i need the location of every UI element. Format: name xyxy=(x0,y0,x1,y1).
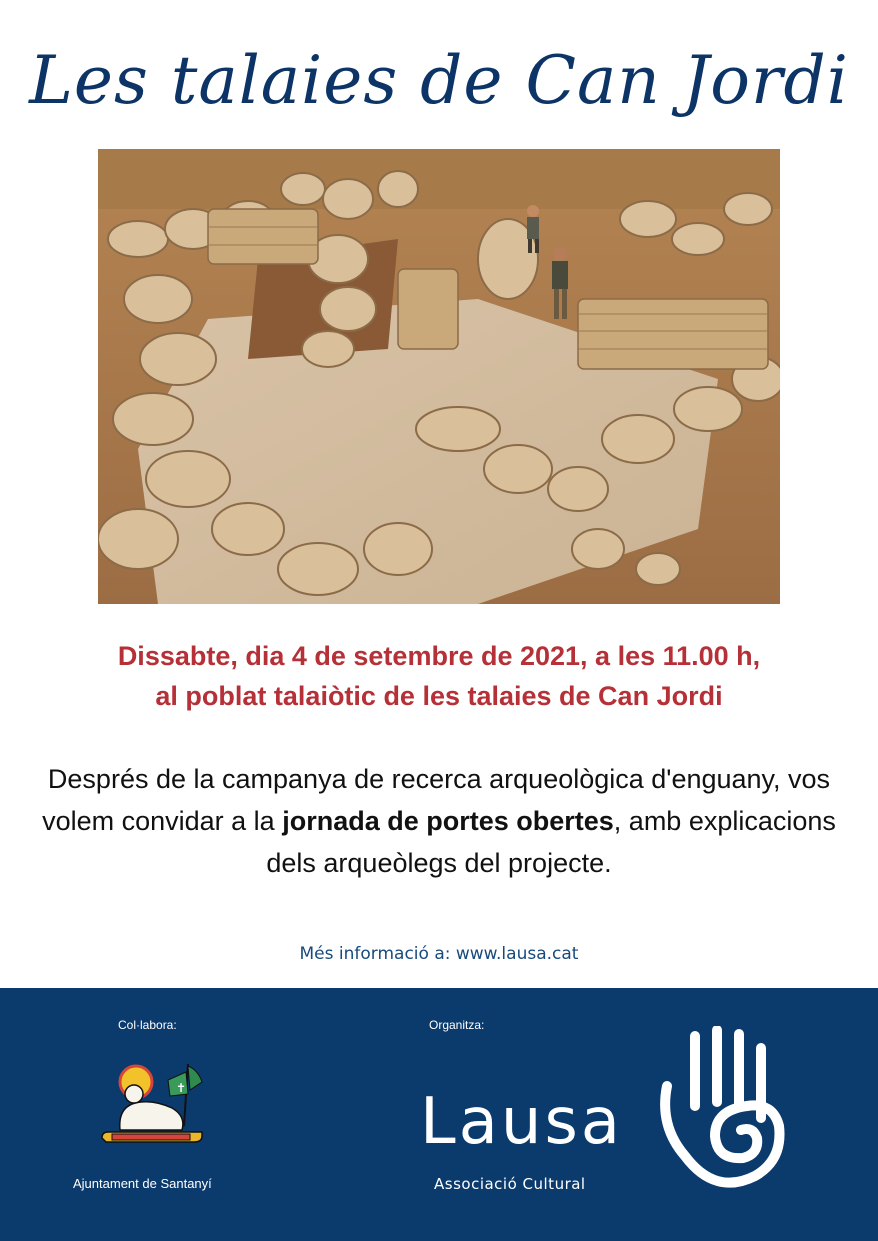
event-description xyxy=(40,758,838,884)
event-date-location xyxy=(0,636,878,716)
excavation-photo xyxy=(98,149,780,604)
santanyi-crest-icon xyxy=(98,1060,204,1154)
archaeological-excavation-photo-icon xyxy=(98,149,780,604)
organizes-label: Organitza: xyxy=(429,1018,485,1032)
more-info-link[interactable]: Més informació a: www.lausa.cat xyxy=(299,944,579,964)
council-name: Ajuntament de Santanyí xyxy=(73,1176,212,1191)
poster-title: Les talaies de Can Jordi xyxy=(29,42,849,119)
description-text-2: , amb explicacions dels arqueòlegs del projecte. xyxy=(266,806,836,878)
hand-spiral-logo-icon xyxy=(655,1026,795,1206)
organization-subtitle: Associació Cultural xyxy=(434,1175,586,1193)
event-date-line: Dissabte, dia 4 de setembre de 2021, a les 11.00 h, xyxy=(117,641,761,671)
collaborates-label: Col·labora: xyxy=(118,1018,177,1032)
event-location-line: al poblat talaiòtic de les talaies de Can Jordi xyxy=(155,681,723,711)
description-text-1: Després de la campanya de recerca arqueològica d'enguany, vos volem convidar a la xyxy=(42,764,831,836)
footer-band xyxy=(0,988,878,1241)
svg-text:✝: ✝ xyxy=(176,1081,187,1095)
organization-name: Lausa xyxy=(420,1085,623,1159)
description-highlight: jornada de portes obertes xyxy=(282,806,614,836)
